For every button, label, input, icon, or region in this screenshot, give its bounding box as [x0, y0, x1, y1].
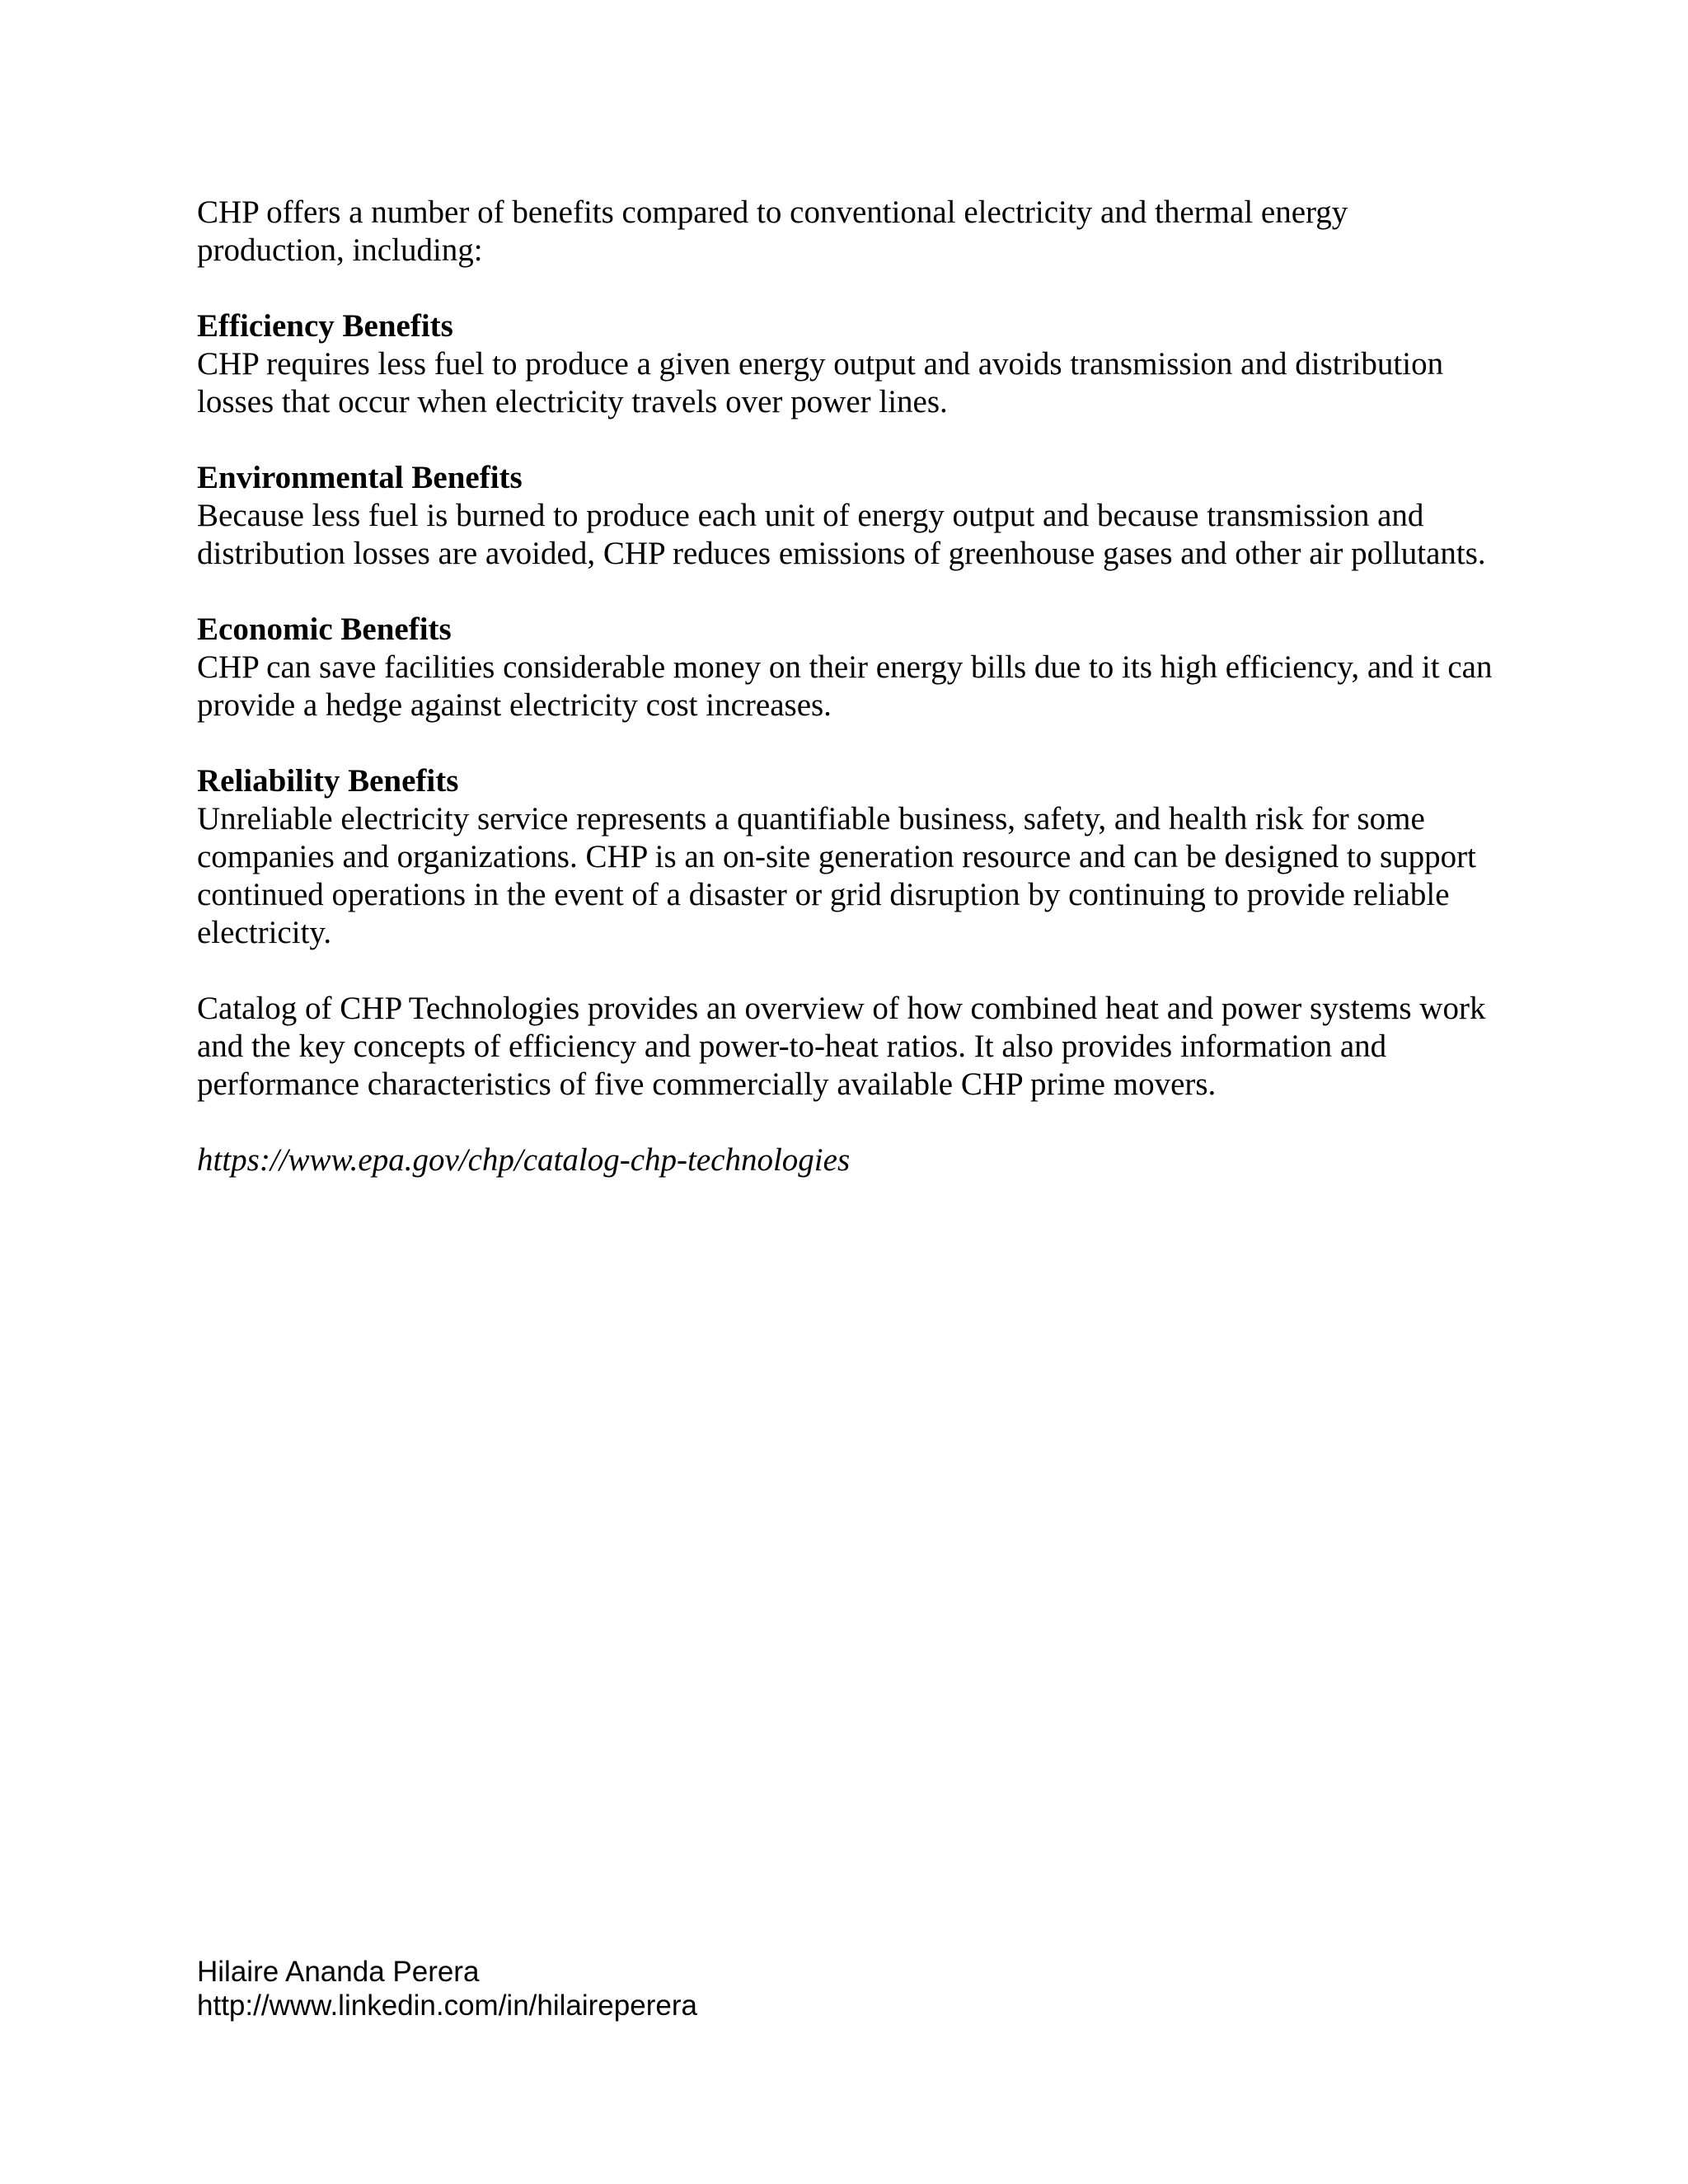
section-environmental	[197, 459, 1499, 573]
section-efficiency	[197, 307, 1499, 421]
footer	[197, 1955, 697, 2022]
section-body: Because less fuel is burned to produce each unit of energy output and because transmission and distribution losses are avoided, CHP reduces emissions of greenhouse gases and other air pollutants.	[197, 498, 1486, 571]
section-heading: Efficiency Benefits	[197, 308, 453, 344]
author-link: http://www.linkedin.com/in/hilaireperera	[197, 1990, 697, 2022]
section-reliability	[197, 762, 1499, 952]
section-economic	[197, 611, 1499, 724]
section-body: Unreliable electricity service represents a quantifiable business, safety, and health risk for some companies and organizations. CHP is an on-site generation resource and can be designed to support continued operations in the event of a disaster or grid disruption by continuing to provide reliable electricity.	[197, 801, 1477, 950]
document-body	[197, 194, 1499, 1217]
catalog-paragraph: Catalog of CHP Technologies provides an overview of how combined heat and power systems work and the key concepts of efficiency and power-to-heat ratios. It also provides information and performance characteristics of five commercially available CHP prime movers.	[197, 991, 1486, 1102]
source-url: https://www.epa.gov/chp/catalog-chp-technologies	[197, 1142, 851, 1178]
section-heading: Reliability Benefits	[197, 763, 459, 799]
section-body: CHP requires less fuel to produce a given energy output and avoids transmission and distribution losses that occur when electricity travels over power lines.	[197, 346, 1444, 419]
section-body: CHP can save facilities considerable money on their energy bills due to its high efficiency, and it can provide a hedge against electricity cost increases.	[197, 649, 1493, 723]
intro-paragraph: CHP offers a number of benefits compared to conventional electricity and thermal energy production, including:	[197, 194, 1348, 268]
author-name: Hilaire Ananda Perera	[197, 1956, 480, 1988]
section-heading: Environmental Benefits	[197, 460, 523, 495]
section-heading: Economic Benefits	[197, 612, 452, 647]
